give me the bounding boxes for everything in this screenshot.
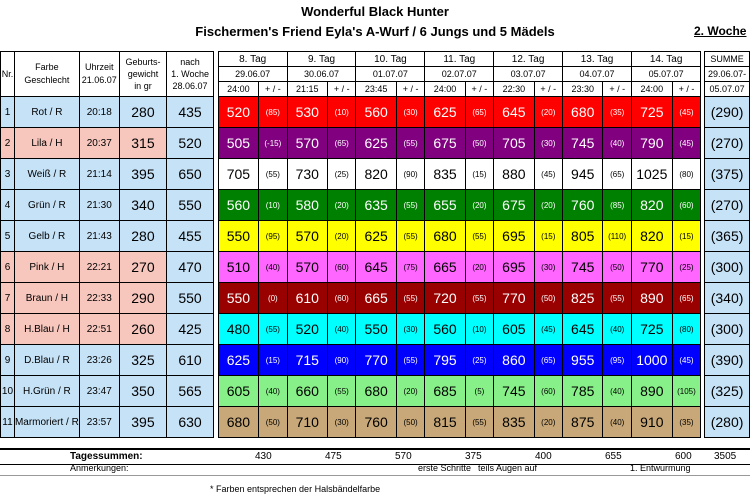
row-time: 22:21 <box>79 252 119 283</box>
day-weight: 665 <box>425 252 465 283</box>
day-date: 30.06.07 <box>287 67 356 82</box>
day-weight: 550 <box>356 314 396 345</box>
day-weight: 770 <box>494 283 534 314</box>
day-weight: 520 <box>287 314 327 345</box>
day-weight: 955 <box>563 345 603 376</box>
row-nr: 2 <box>1 128 15 159</box>
hdr-summe-to: 05.07.07 <box>705 82 750 97</box>
table-row <box>1 190 750 221</box>
day-diff: (35) <box>672 407 701 438</box>
table-row <box>1 376 750 407</box>
day-diff: (105) <box>672 376 701 407</box>
row-birth-weight: 350 <box>119 376 167 407</box>
hdr-plusminus: + / - <box>672 82 701 97</box>
total-value: 655 <box>605 451 622 462</box>
table-row <box>1 159 750 190</box>
day-weight: 880 <box>494 159 534 190</box>
day-weight: 580 <box>287 190 327 221</box>
total-value: 400 <box>535 451 552 462</box>
day-diff: (95) <box>603 345 632 376</box>
day-diff: (55) <box>396 221 425 252</box>
day-diff: (65) <box>603 159 632 190</box>
row-farbe: H.Blau / H <box>14 314 79 345</box>
day-label: 10. Tag <box>356 52 425 67</box>
hdr-farbe: Farbe Geschlecht <box>14 52 79 97</box>
day-weight: 625 <box>425 97 465 128</box>
day-diff: (55) <box>465 407 494 438</box>
day-diff: (95) <box>259 221 288 252</box>
day-diff: (60) <box>672 190 701 221</box>
row-farbe: Weiß / R <box>14 159 79 190</box>
row-farbe: Grün / R <box>14 190 79 221</box>
row-time: 23:26 <box>79 345 119 376</box>
day-weight: 660 <box>287 376 327 407</box>
day-label: 14. Tag <box>632 52 701 67</box>
row-sum: (340) <box>705 283 750 314</box>
row-sum: (270) <box>705 128 750 159</box>
day-weight: 665 <box>356 283 396 314</box>
day-weight: 725 <box>632 97 673 128</box>
day-diff: (15) <box>259 345 288 376</box>
day-diff: (45) <box>672 345 701 376</box>
row-time: 21:30 <box>79 190 119 221</box>
sheet-title: Wonderful Black Hunter <box>301 4 449 19</box>
day-diff: (45) <box>534 159 563 190</box>
day-diff: (65) <box>327 128 356 159</box>
row-week1-weight: 550 <box>167 283 214 314</box>
hdr-plusminus: + / - <box>259 82 288 97</box>
day-weight: 820 <box>632 190 673 221</box>
day-diff: (65) <box>465 97 494 128</box>
day-diff: (75) <box>396 252 425 283</box>
day-weight: 675 <box>494 190 534 221</box>
row-week1-weight: 550 <box>167 190 214 221</box>
day-label: 13. Tag <box>563 52 632 67</box>
day-weight: 890 <box>632 283 673 314</box>
day-diff: (55) <box>465 221 494 252</box>
footnote: * Farben entsprechen der Halsbändelfarbe <box>210 484 381 494</box>
row-sum: (390) <box>705 345 750 376</box>
day-weight: 730 <box>287 159 327 190</box>
day-weight: 695 <box>494 221 534 252</box>
day-diff: (35) <box>603 97 632 128</box>
day-weight: 680 <box>563 97 603 128</box>
weight-table <box>0 51 750 438</box>
day-diff: (30) <box>327 407 356 438</box>
day-diff: (55) <box>465 283 494 314</box>
day-weight: 645 <box>563 314 603 345</box>
hdr-nr: Nr. <box>1 52 15 97</box>
day-diff: (0) <box>259 283 288 314</box>
day-weight: 825 <box>563 283 603 314</box>
table-row <box>1 345 750 376</box>
day-diff: (40) <box>327 314 356 345</box>
day-weight: 705 <box>494 128 534 159</box>
day-time: 23:45 <box>356 82 396 97</box>
day-diff: (110) <box>603 221 632 252</box>
row-birth-weight: 395 <box>119 159 167 190</box>
day-diff: (30) <box>396 97 425 128</box>
day-time: 24:00 <box>218 82 258 97</box>
day-diff: (60) <box>534 376 563 407</box>
day-weight: 505 <box>218 128 258 159</box>
day-diff: (40) <box>259 376 288 407</box>
day-weight: 685 <box>425 376 465 407</box>
row-week1-weight: 630 <box>167 407 214 438</box>
day-weight: 550 <box>218 221 258 252</box>
day-diff: (30) <box>534 128 563 159</box>
day-weight: 560 <box>218 190 258 221</box>
hdr-nach: nach 1. Woche 28.06.07 <box>167 52 214 97</box>
day-diff: (20) <box>327 190 356 221</box>
row-sum: (300) <box>705 252 750 283</box>
day-time: 23:30 <box>563 82 603 97</box>
day-time: 24:00 <box>425 82 465 97</box>
day-weight: 605 <box>494 314 534 345</box>
day-weight: 645 <box>356 252 396 283</box>
row-birth-weight: 395 <box>119 407 167 438</box>
day-weight: 625 <box>356 128 396 159</box>
row-nr: 11 <box>1 407 15 438</box>
table-row <box>1 407 750 438</box>
day-weight: 770 <box>632 252 673 283</box>
day-weight: 645 <box>494 97 534 128</box>
day-diff: (45) <box>672 128 701 159</box>
day-diff: (50) <box>465 128 494 159</box>
row-week1-weight: 520 <box>167 128 214 159</box>
row-birth-weight: 290 <box>119 283 167 314</box>
row-nr: 7 <box>1 283 15 314</box>
table-row <box>1 314 750 345</box>
row-nr: 1 <box>1 97 15 128</box>
day-diff: (20) <box>534 190 563 221</box>
day-weight: 625 <box>218 345 258 376</box>
row-birth-weight: 280 <box>119 97 167 128</box>
day-diff: (45) <box>672 97 701 128</box>
row-week1-weight: 425 <box>167 314 214 345</box>
day-weight: 480 <box>218 314 258 345</box>
day-diff: (25) <box>672 252 701 283</box>
day-diff: (50) <box>259 407 288 438</box>
row-nr: 4 <box>1 190 15 221</box>
day-diff: (90) <box>327 345 356 376</box>
day-weight: 820 <box>356 159 396 190</box>
day-weight: 745 <box>563 128 603 159</box>
row-sum: (290) <box>705 97 750 128</box>
day-weight: 570 <box>287 128 327 159</box>
day-weight: 530 <box>287 97 327 128</box>
day-label: 11. Tag <box>425 52 494 67</box>
day-weight: 790 <box>632 128 673 159</box>
day-weight: 835 <box>425 159 465 190</box>
day-diff: (55) <box>259 314 288 345</box>
hdr-plusminus: + / - <box>603 82 632 97</box>
day-weight: 815 <box>425 407 465 438</box>
day-diff: (-15) <box>259 128 288 159</box>
row-time: 21:43 <box>79 221 119 252</box>
day-diff: (60) <box>327 283 356 314</box>
hdr-plusminus: + / - <box>534 82 563 97</box>
row-farbe: Pink / H <box>14 252 79 283</box>
day-diff: (55) <box>396 345 425 376</box>
row-nr: 6 <box>1 252 15 283</box>
day-weight: 1000 <box>632 345 673 376</box>
day-diff: (5) <box>465 376 494 407</box>
day-weight: 510 <box>218 252 258 283</box>
day-weight: 860 <box>494 345 534 376</box>
row-birth-weight: 325 <box>119 345 167 376</box>
day-diff: (15) <box>672 221 701 252</box>
row-birth-weight: 270 <box>119 252 167 283</box>
day-weight: 550 <box>218 283 258 314</box>
row-time: 23:47 <box>79 376 119 407</box>
day-date: 02.07.07 <box>425 67 494 82</box>
day-weight: 745 <box>563 252 603 283</box>
day-diff: (20) <box>465 190 494 221</box>
day-diff: (40) <box>603 128 632 159</box>
day-diff: (20) <box>534 407 563 438</box>
day-date: 03.07.07 <box>494 67 563 82</box>
day-weight: 725 <box>632 314 673 345</box>
day-diff: (55) <box>603 283 632 314</box>
day-weight: 675 <box>425 128 465 159</box>
note: erste Schritte <box>418 463 472 473</box>
day-diff: (25) <box>327 159 356 190</box>
day-diff: (60) <box>327 252 356 283</box>
hdr-plusminus: + / - <box>327 82 356 97</box>
row-farbe: Marmoriert / R <box>14 407 79 438</box>
row-week1-weight: 650 <box>167 159 214 190</box>
day-diff: (65) <box>534 345 563 376</box>
table-row <box>1 252 750 283</box>
day-label: 8. Tag <box>218 52 287 67</box>
day-weight: 680 <box>425 221 465 252</box>
day-weight: 1025 <box>632 159 673 190</box>
row-farbe: D.Blau / R <box>14 345 79 376</box>
day-weight: 760 <box>563 190 603 221</box>
day-weight: 720 <box>425 283 465 314</box>
notes-row <box>0 463 750 476</box>
day-diff: (20) <box>327 221 356 252</box>
day-weight: 695 <box>494 252 534 283</box>
total-value: 375 <box>465 451 482 462</box>
row-farbe: Braun / H <box>14 283 79 314</box>
row-birth-weight: 340 <box>119 190 167 221</box>
sheet-subtitle: Fischermen's Friend Eyla's A-Wurf / 6 Jungs und 5 Mädels <box>195 24 555 39</box>
note: teils Augen auf <box>478 463 538 473</box>
table-row <box>1 128 750 159</box>
day-weight: 710 <box>287 407 327 438</box>
row-farbe: H.Grün / R <box>14 376 79 407</box>
hdr-summe: SUMME <box>705 52 750 67</box>
day-diff: (40) <box>259 252 288 283</box>
hdr-uhrzeit: Uhrzeit 21.06.07 <box>79 52 119 97</box>
notes-label: Anmerkungen: <box>70 463 129 473</box>
day-weight: 560 <box>425 314 465 345</box>
total-value: 600 <box>675 451 692 462</box>
day-diff: (20) <box>534 97 563 128</box>
hdr-plusminus: + / - <box>396 82 425 97</box>
day-diff: (55) <box>259 159 288 190</box>
day-diff: (90) <box>396 159 425 190</box>
day-diff: (85) <box>259 97 288 128</box>
day-weight: 875 <box>563 407 603 438</box>
row-birth-weight: 315 <box>119 128 167 159</box>
day-weight: 835 <box>494 407 534 438</box>
day-diff: (50) <box>396 407 425 438</box>
day-diff: (20) <box>465 252 494 283</box>
week-label: 2. Woche <box>694 24 747 38</box>
day-weight: 820 <box>632 221 673 252</box>
row-nr: 3 <box>1 159 15 190</box>
total-sum: 3505 <box>714 451 737 462</box>
day-weight: 560 <box>356 97 396 128</box>
day-diff: (40) <box>603 314 632 345</box>
day-diff: (20) <box>396 376 425 407</box>
row-time: 20:18 <box>79 97 119 128</box>
day-diff: (30) <box>396 314 425 345</box>
day-weight: 795 <box>425 345 465 376</box>
day-weight: 945 <box>563 159 603 190</box>
row-sum: (300) <box>705 314 750 345</box>
day-diff: (55) <box>396 128 425 159</box>
day-time: 21:15 <box>287 82 327 97</box>
row-sum: (375) <box>705 159 750 190</box>
day-diff: (80) <box>672 159 701 190</box>
day-weight: 570 <box>287 252 327 283</box>
row-nr: 9 <box>1 345 15 376</box>
day-weight: 655 <box>425 190 465 221</box>
day-weight: 770 <box>356 345 396 376</box>
note: 1. Entwurmung <box>630 463 691 473</box>
day-date: 05.07.07 <box>632 67 701 82</box>
day-weight: 760 <box>356 407 396 438</box>
row-nr: 5 <box>1 221 15 252</box>
day-weight: 635 <box>356 190 396 221</box>
row-time: 22:51 <box>79 314 119 345</box>
day-label: 9. Tag <box>287 52 356 67</box>
day-weight: 520 <box>218 97 258 128</box>
row-sum: (325) <box>705 376 750 407</box>
row-week1-weight: 470 <box>167 252 214 283</box>
total-value: 430 <box>255 451 272 462</box>
day-diff: (45) <box>534 314 563 345</box>
table-row <box>1 221 750 252</box>
day-diff: (55) <box>396 190 425 221</box>
day-date: 01.07.07 <box>356 67 425 82</box>
row-week1-weight: 565 <box>167 376 214 407</box>
row-sum: (280) <box>705 407 750 438</box>
day-weight: 605 <box>218 376 258 407</box>
row-time: 22:33 <box>79 283 119 314</box>
day-weight: 570 <box>287 221 327 252</box>
day-weight: 610 <box>287 283 327 314</box>
day-time: 24:00 <box>632 82 673 97</box>
day-weight: 805 <box>563 221 603 252</box>
day-weight: 785 <box>563 376 603 407</box>
day-diff: (40) <box>603 407 632 438</box>
day-diff: (10) <box>327 97 356 128</box>
day-diff: (10) <box>259 190 288 221</box>
row-week1-weight: 435 <box>167 97 214 128</box>
day-label: 12. Tag <box>494 52 563 67</box>
row-nr: 10 <box>1 376 15 407</box>
day-weight: 680 <box>356 376 396 407</box>
table-row <box>1 97 750 128</box>
row-week1-weight: 610 <box>167 345 214 376</box>
day-diff: (85) <box>603 190 632 221</box>
day-diff: (50) <box>603 252 632 283</box>
day-diff: (15) <box>534 221 563 252</box>
table-row <box>1 283 750 314</box>
row-time: 23:57 <box>79 407 119 438</box>
day-date: 04.07.07 <box>563 67 632 82</box>
total-value: 475 <box>325 451 342 462</box>
row-time: 20:37 <box>79 128 119 159</box>
day-diff: (55) <box>396 283 425 314</box>
day-diff: (10) <box>465 314 494 345</box>
row-week1-weight: 455 <box>167 221 214 252</box>
day-diff: (55) <box>327 376 356 407</box>
day-diff: (80) <box>672 314 701 345</box>
day-diff: (65) <box>672 283 701 314</box>
row-sum: (365) <box>705 221 750 252</box>
day-diff: (40) <box>603 376 632 407</box>
row-farbe: Gelb / R <box>14 221 79 252</box>
row-birth-weight: 260 <box>119 314 167 345</box>
row-nr: 8 <box>1 314 15 345</box>
day-weight: 625 <box>356 221 396 252</box>
total-value: 570 <box>395 451 412 462</box>
day-date: 29.06.07 <box>218 67 287 82</box>
day-time: 22:30 <box>494 82 534 97</box>
row-time: 21:14 <box>79 159 119 190</box>
day-weight: 910 <box>632 407 673 438</box>
day-diff: (30) <box>534 252 563 283</box>
hdr-plusminus: + / - <box>465 82 494 97</box>
day-weight: 715 <box>287 345 327 376</box>
row-sum: (270) <box>705 190 750 221</box>
hdr-summe-from: 29.06.07- <box>705 67 750 82</box>
day-diff: (15) <box>465 159 494 190</box>
day-diff: (50) <box>534 283 563 314</box>
day-diff: (25) <box>465 345 494 376</box>
day-weight: 680 <box>218 407 258 438</box>
row-farbe: Lila / H <box>14 128 79 159</box>
row-birth-weight: 280 <box>119 221 167 252</box>
row-farbe: Rot / R <box>14 97 79 128</box>
hdr-gewicht: Geburts- gewicht in gr <box>119 52 167 97</box>
day-weight: 890 <box>632 376 673 407</box>
day-weight: 705 <box>218 159 258 190</box>
day-weight: 745 <box>494 376 534 407</box>
totals-label: Tagessummen: <box>70 451 143 462</box>
